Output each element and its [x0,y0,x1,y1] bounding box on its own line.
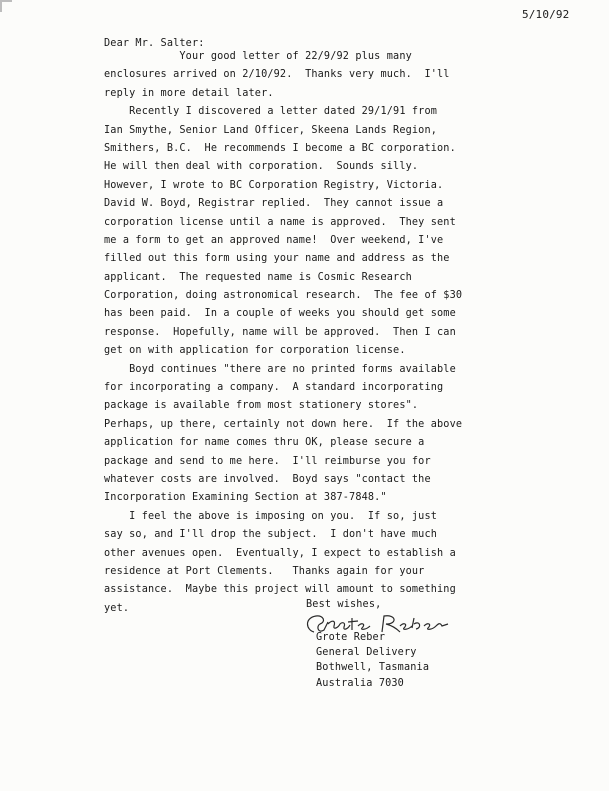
body-line: package is available from most stationery stores". [104,400,419,412]
signature-block-line: Grote Reber [316,632,386,643]
body-line: However, I wrote to BC Corporation Registry, Victoria. [104,179,444,191]
body-line: package and send to me here. I'll reimburse you for [104,455,431,467]
body-line: response. Hopefully, name will be approved. Then I can [104,326,456,338]
body-line: get on with application for corporation license. [104,345,406,357]
body-line: Boyd continues "there are no printed forms available [104,363,456,375]
signature-block-line: General Delivery [316,647,417,659]
body-line: Recently I discovered a letter dated 29/1/91 from [104,106,438,118]
body-line: applicant. The requested name is Cosmic Research [104,271,412,283]
body-line: enclosures arrived on 2/10/92. Thanks very much. I'll [104,69,450,81]
body-line: assistance. Maybe this project will amount to something [104,584,456,596]
body-line: Smithers, B.C. He recommends I become a BC corporation. [104,142,456,154]
letter-date: 5/10/92 [522,8,570,21]
body-line: me a form to get an approved name! Over weekend, I've [104,234,444,246]
body-line: for incorporating a company. A standard incorporating [104,382,444,394]
body-line: other avenues open. Eventually, I expect to establish a [104,547,456,559]
body-line: David W. Boyd, Registrar replied. They cannot issue a [104,198,444,210]
body-line: Ian Smythe, Senior Land Officer, Skeena Lands Region, [104,124,438,136]
body-line: Incorporation Examining Section at 387-7848." [104,492,387,504]
body-line: residence at Port Clements. Thanks again for your [104,565,425,577]
body-line: Your good letter of 22/9/92 plus many [104,51,412,62]
salutation: Dear Mr. Salter: [104,38,205,49]
body-line: whatever costs are involved. Boyd says "contact the [104,473,431,485]
body-line: reply in more detail later. [104,87,274,99]
letter-body [104,48,499,618]
body-line: He will then deal with corporation. Sounds silly. [104,161,419,173]
body-line: I feel the above is imposing on you. If so, just [104,510,438,522]
body-line: filled out this form using your name and address as the [104,253,450,265]
body-line: Corporation, doing astronomical research. The fee of $30 [104,290,463,302]
page-corner-mark [0,0,12,12]
signature-block-line: Australia 7030 [316,677,404,689]
signature-block [316,630,429,691]
body-line: say so, and I'll drop the subject. I don't have much [104,529,438,541]
closing: Best wishes, [306,599,382,610]
body-line: yet. [104,602,130,614]
body-line: corporation license until a name is approved. They sent [104,216,456,228]
body-line: has been paid. In a couple of weeks you should get some [104,308,456,320]
body-line: application for name comes thru OK, please secure a [104,437,425,449]
body-line: Perhaps, up there, certainly not down here. If the above [104,418,463,430]
signature-block-line: Bothwell, Tasmania [316,662,430,674]
